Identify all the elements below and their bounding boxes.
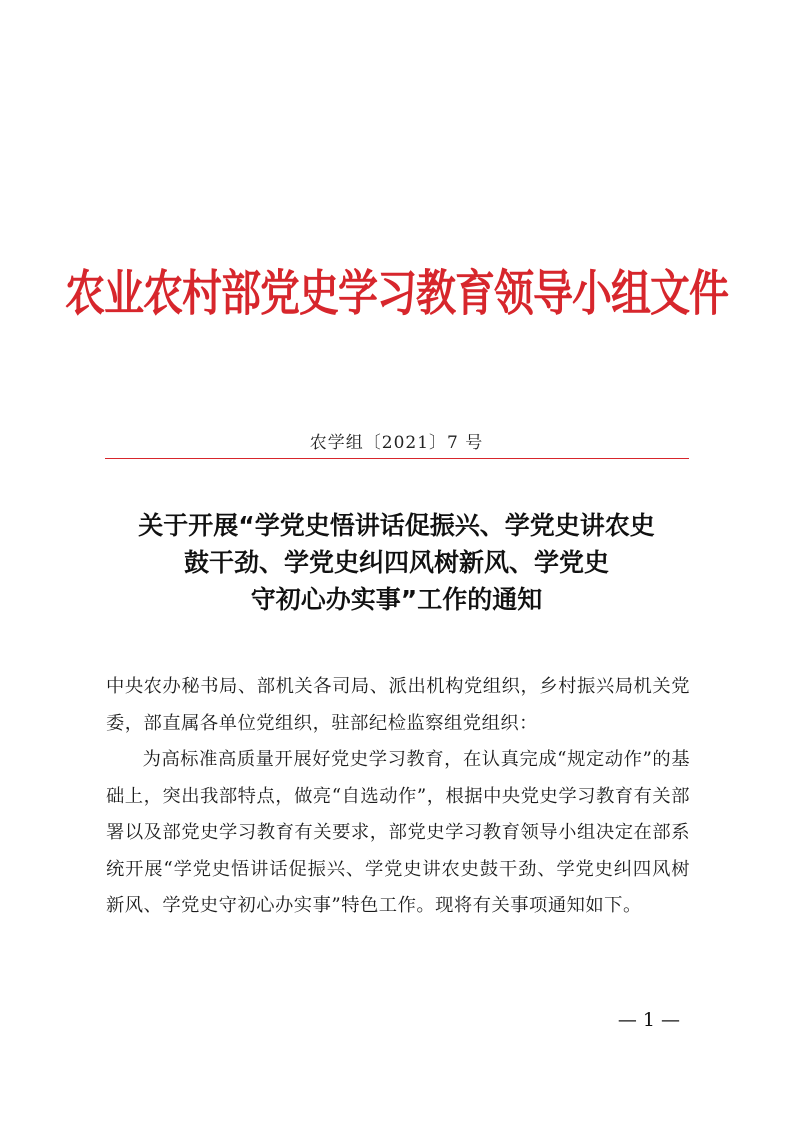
document-number: 农学组〔2021〕7 号 — [309, 433, 484, 453]
body-text — [106, 669, 690, 925]
notice-title-line: 鼓干劲、学党史纠四风树新风、学党史 — [183, 548, 609, 577]
addressees-paragraph: 中央农办秘书局、部机关各司局、派出机构党组织，乡村振兴局机关党委，部直属各单位党组织，驻部纪检监察组党组织： — [106, 676, 690, 734]
red-separator-line — [105, 458, 689, 459]
body-paragraph: 为高标准高质量开展好党史学习教育，在认真完成“规定动作”的基础上，突出我部特点，做亮“自选动作”，根据中央党史学习教育有关部署以及部党史学习教育有关要求，部党史学习教育领导小组决定在部系统开展“学党史悟讲话促振兴、学党史讲农史鼓干劲、学党史纠四风树新风、学党史守初心办实事”特色工作。现将有关事项通知如下。 — [106, 749, 690, 916]
notice-title-line: 守初心办实事”工作的通知 — [250, 585, 543, 614]
notice-title-line: 关于开展“学党史悟讲话促振兴、学党史讲农史 — [138, 511, 655, 540]
issuer-header-title: 农业农村部党史学习教育领导小组文件 — [65, 265, 728, 323]
notice-title — [0, 507, 793, 618]
page-number: — 1 — — [617, 1009, 680, 1031]
